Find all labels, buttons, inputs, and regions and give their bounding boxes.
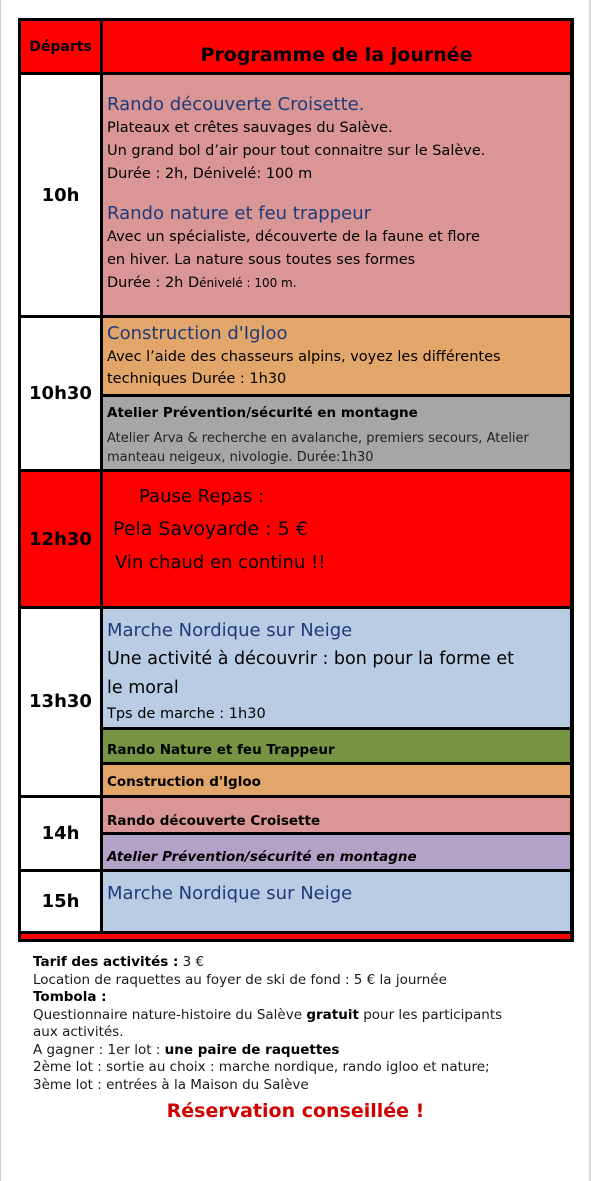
- block-repas: [103, 472, 570, 606]
- block-igloo: [103, 318, 570, 394]
- block-croisette: [103, 798, 570, 832]
- activity-title: Construction d'Igloo: [107, 774, 261, 790]
- activity-title: Marche Nordique sur Neige: [107, 620, 353, 641]
- activity-text: Avec un spécialiste, découverte de la faune et flore: [107, 229, 480, 245]
- activity-text: Durée : 2h, Dénivelé: 100 m: [107, 166, 313, 182]
- questionnaire-line-2: aux activités.: [33, 1024, 124, 1040]
- repas-vin: Vin chaud en continu !!: [115, 552, 326, 573]
- activity-text: techniques Durée : 1h30: [107, 371, 287, 387]
- time-label: 15h: [41, 891, 80, 912]
- tarif-line: [33, 954, 573, 972]
- tombola-line: [33, 989, 573, 1007]
- time-label: 13h30: [29, 691, 92, 712]
- tombola-label: Tombola :: [33, 989, 107, 1005]
- activity-title: Atelier Prévention/sécurité en montagne: [107, 405, 418, 421]
- activity-title: Rando découverte Croisette.: [107, 94, 365, 115]
- questionnaire-line: [33, 1007, 573, 1025]
- tarif-label: Tarif des activités :: [33, 954, 179, 970]
- activity-text: Un grand bol d’air pour tout connaitre sur le Salève.: [107, 143, 486, 159]
- tarif-value: 3 €: [178, 954, 205, 970]
- block-igloo-2: [103, 765, 570, 795]
- time-label: 12h30: [29, 528, 92, 550]
- info-section: [33, 954, 573, 1094]
- repas-pela: Pela Savoyarde : 5 €: [113, 518, 308, 540]
- activity-text: manteau neigeux, nivologie. Durée:1h30: [107, 450, 374, 465]
- gagner-line: [33, 1042, 573, 1060]
- time-label: 10h30: [29, 383, 92, 404]
- time-12h30: [21, 472, 100, 606]
- time-13h30: [21, 609, 100, 795]
- header-departs: Départs: [29, 38, 92, 55]
- raquettes-text: une paire de raquettes: [164, 1041, 340, 1058]
- location-line: Location de raquettes au foyer de ski de fond : 5 € la journée: [33, 971, 447, 988]
- schedule-table: [18, 18, 574, 942]
- time-10h: [21, 75, 100, 315]
- time-label: 10h: [41, 184, 80, 206]
- block-marche: [103, 609, 570, 727]
- activity-text: le moral: [107, 678, 179, 698]
- questionnaire-text-end: pour les participants: [358, 1006, 503, 1023]
- activity-title: Construction d'Igloo: [107, 323, 288, 344]
- time-10h30: [21, 318, 100, 469]
- denivele-text: énivelé : 100 m.: [199, 276, 297, 290]
- gagner-text: A gagner : 1er lot :: [33, 1041, 165, 1058]
- reservation-notice: Réservation conseillée !: [166, 1100, 425, 1122]
- block-marche-2: [103, 872, 570, 931]
- page-edge-left: [0, 0, 1, 1181]
- block-rando-nature: [103, 730, 570, 762]
- questionnaire-text: Questionnaire nature-histoire du Salève: [33, 1006, 307, 1023]
- activity-title: Rando nature et feu trappeur: [107, 203, 372, 224]
- gratuit-text: gratuit: [306, 1006, 359, 1023]
- activity-text: Une activité à découvrir : bon pour la forme et: [107, 649, 514, 669]
- repas-title: Pause Repas :: [139, 486, 265, 507]
- time-label: 14h: [41, 823, 80, 844]
- activity-title: Marche Nordique sur Neige: [107, 883, 353, 904]
- activity-text: en hiver. La nature sous toutes ses formes: [107, 252, 416, 268]
- lot3-line: 3ème lot : entrées à la Maison du Salève: [33, 1076, 309, 1093]
- block-atelier-2: [103, 835, 570, 869]
- activity-title: Atelier Prévention/sécurité en montagne: [107, 849, 417, 865]
- header-departs-cell: [21, 21, 100, 72]
- activity-text: Atelier Arva & recherche en avalanche, premiers secours, Atelier: [107, 431, 529, 446]
- block-10h: [103, 75, 570, 315]
- time-15h: [21, 872, 100, 931]
- activity-title: Rando Nature et feu Trappeur: [107, 742, 335, 758]
- header-programme-cell: [103, 21, 570, 72]
- table-bottom-strip: [21, 934, 570, 939]
- duration-text: Durée : 2h D: [107, 275, 200, 291]
- activity-title: Rando découverte Croisette: [107, 813, 321, 829]
- lot2-line: 2ème lot : sortie au choix : marche nordique, rando igloo et nature;: [33, 1059, 490, 1075]
- activity-text: Tps de marche : 1h30: [107, 706, 266, 722]
- activity-text: [107, 272, 570, 295]
- time-14h: [21, 798, 100, 869]
- activity-text: Plateaux et crêtes sauvages du Salève.: [107, 120, 393, 136]
- block-atelier: [103, 397, 570, 469]
- activity-text: Avec l’aide des chasseurs alpins, voyez les différentes: [107, 349, 501, 365]
- header-programme: Programme de la journée: [200, 43, 473, 66]
